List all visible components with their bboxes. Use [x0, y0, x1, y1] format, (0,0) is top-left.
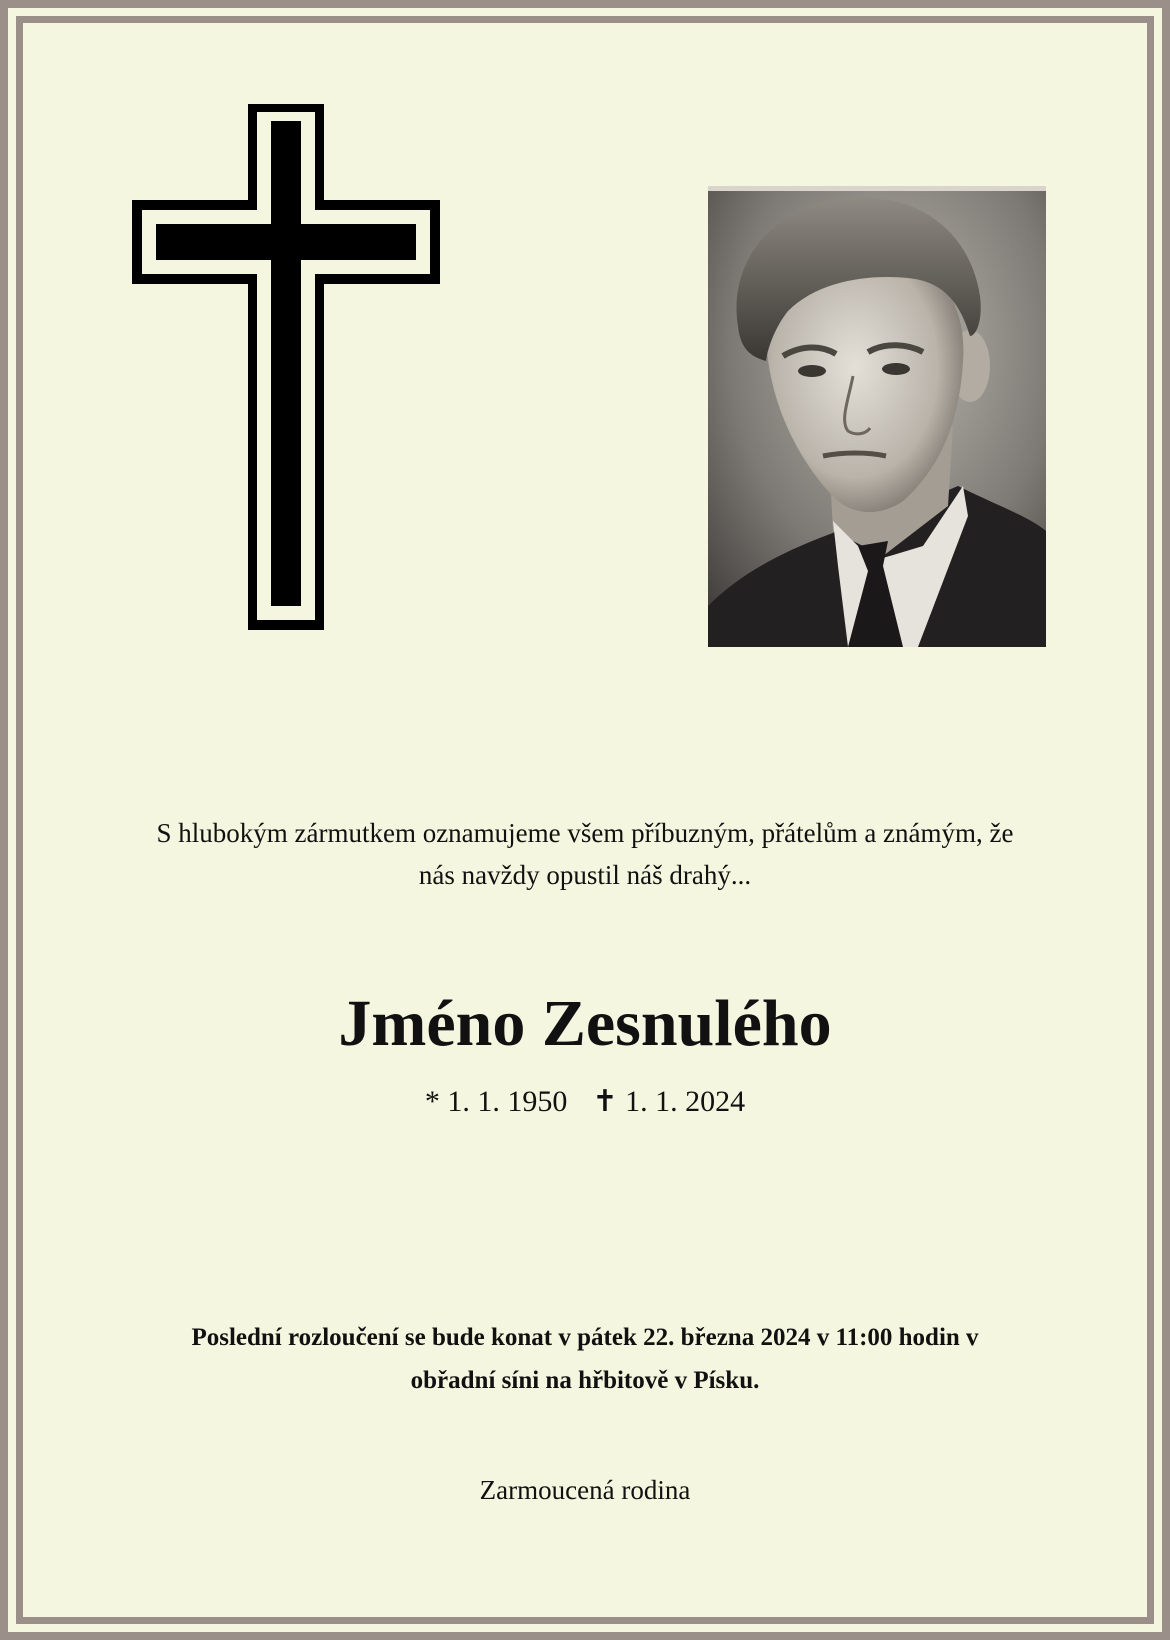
deceased-name: Jméno Zesnulého — [338, 987, 832, 1060]
portrait-photo — [708, 186, 1046, 647]
farewell-info — [80, 1316, 1090, 1402]
intro-line-2: nás navždy opustil náš drahý... — [418, 860, 752, 890]
birth-marker: * — [424, 1085, 440, 1118]
family-signature: Zarmoucená rodina — [479, 1475, 691, 1505]
death-date: 1. 1. 2024 — [625, 1085, 746, 1118]
farewell-line-2: obřadní síni na hřbitově v Písku. — [410, 1367, 760, 1394]
death-marker-icon: ✝ — [592, 1085, 618, 1118]
birth-date: 1. 1. 1950 — [447, 1085, 568, 1118]
farewell-line-1: Poslední rozloučení se bude konat v pátek 22. března 2024 v 11:00 hodin v — [191, 1324, 979, 1351]
intro-text — [80, 812, 1090, 896]
life-dates — [80, 1080, 1090, 1124]
cross-icon — [132, 104, 440, 630]
intro-line-1: S hlubokým zármutkem oznamujeme všem příbuzným, přátelům a známým, že — [156, 818, 1014, 848]
